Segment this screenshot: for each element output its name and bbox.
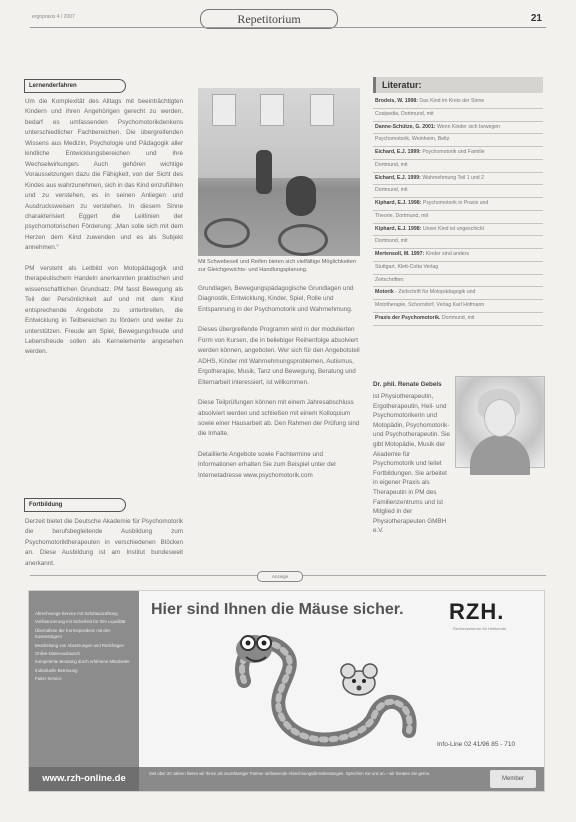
ad-side-item: Online-Datenaustausch	[35, 651, 80, 657]
rzh-logo: RZH.	[449, 599, 505, 624]
literature-list	[373, 96, 543, 326]
literature-entry: Kiphard, E.J. 1998: Unser Kind ist ungeschickt	[373, 224, 543, 237]
children-playing-photo	[198, 88, 360, 256]
photo-window	[212, 94, 236, 126]
column-2-text	[198, 284, 360, 481]
literature-entry: Eichard, E.J. 1999: Wahrnehmung Teil 1 und 2	[373, 173, 543, 186]
column-1-text	[25, 97, 183, 358]
ad-headline: Hier sind Ihnen die Mäuse sicher.	[151, 601, 404, 618]
ad-bottom-text: Seit über 20 Jahren bieten wir Ihnen als zuverlässiger Partner umfassende Abrechnungsdienstleistungen. Sprechen Sie uns an – wir beraten Sie gerne.	[149, 771, 431, 776]
section-title: Repetitorium	[200, 9, 338, 29]
ad-side-item: Abrechnungs-Service mit Sofortauszahlung	[35, 611, 118, 616]
literature-entry: Stuttgart, Klett-Cotta Verlag	[373, 262, 543, 275]
column-1-paragraph: Um die Komplexität des Alltags mit beeinträchtigten Kindern und ihren Angehörigen gerecht zu werden, bedarf es umfassenden Psychomotorikdenkens unterschiedlicher Fachbereichen. Die übergreifenden Wissens aus Medizin, Psychologie und Pädagogik aller kindliche Entwicklungsbereichen und ihre Wechselwirkungen. Auch gehören wichtige Voraussetzungen dazu die Fähigkeit, von der Sicht des Kindes aus wahrzunehmen, sich in das Kind einzufühlen und zu verstehen, es in seinen Anliegen und Ausdrucksweisen zu verstehen. In diesem Sinne charakterisiert Eggert die Leitlinien der psychomotorischen Förderung: „Man solle sich mit dem Herzen dem Kind zuwenden und es als Subjekt annehmen.“	[25, 98, 183, 252]
header-divider	[30, 27, 546, 28]
ad-bottom-bar	[139, 767, 544, 791]
photo-hoop	[204, 218, 250, 248]
ad-website-link[interactable]: www.rzh-online.de	[29, 767, 139, 791]
photo-window	[260, 94, 284, 126]
portrait-body	[470, 435, 530, 475]
ad-side-item: Individuelle Betreuung	[35, 667, 78, 673]
literature-entry: Dortmund, mit	[373, 160, 543, 173]
portrait-face	[484, 399, 516, 437]
literature-entry: Praxis der Psychomotorik. Dortmund, mit	[373, 313, 543, 326]
section-label-training: Fortbildung	[24, 498, 126, 512]
snake-and-mouse-illustration	[224, 621, 434, 761]
literature-entry: Motorik - Zeitschrift für Motopädagogik und	[373, 287, 543, 300]
literature-entry: Dortmund, mit	[373, 236, 543, 249]
literature-heading: Literatur:	[373, 77, 543, 93]
photo-child	[286, 176, 316, 216]
ad-side-item: Kompetente Beratung durch erfahrene Mitarbeiter	[35, 659, 130, 665]
photo-child	[256, 150, 272, 194]
photo-caption: Mit Schwebeseil und Reifen bieten sich vielfältige Möglichkeiten zur Gleichgewichts- und Handlungsplanung.	[198, 259, 356, 273]
column-2-paragraph: Detaillierte Angebote sowie Fachtermine und Informationen erhalten Sie zum Beispiel unter der Internetadresse www.psychomotorik.com	[198, 450, 337, 479]
photo-window	[310, 94, 334, 126]
literature-entry: Brodeis, W. 1998: Das Kind im Kreis der Sinne	[373, 96, 543, 109]
page-number: 21	[530, 13, 542, 24]
literature-entry: Zeitschriften:	[373, 275, 543, 288]
column-1-paragraph: PM versteht als Leitbild von Motopädagogik und therapeutischem Handeln anerkannten praktischen und wissenschaftlichen Grundsatz. PM fasst Bewegung als Teil der Persönlichkeit auf und mit dem Kind entsprechende Angebote zu unterbreiten, die Entwicklung in Teilbereichen zu fördern und weiter zu unterstützen. Freude am Spiel, Bewegungsfreude und Lebensfreude sollen als Kernelemente angesehen werden.	[25, 264, 183, 356]
column-2-paragraph: Dieses übergreifende Programm wird in der modulierten Form von Kursen, die in beliebiger Reihenfolge absolviert werden können, angeboten. Wer sich für den Angebotsteil ADHS, Kinder mit Wahrnehmungsproblemen, Autismus, Ergotherapie, Musik, Tanz und Bewegung, Beratung und Elternarbeit interessiert, ist willkommen.	[198, 326, 360, 386]
ad-side-item: Vorfinanzierung mit Sicherheit für Ihre Liquidität	[35, 619, 126, 625]
membership-badge: Member	[490, 770, 536, 788]
column-1-paragraph: Derzeit bietet die Deutsche Akademie für Psychomotorik die berufsbegleitende Ausbildung zum Psychomotoriktherapeuten in verschiedenen Blöcken an. Diese Ausbildung ist am Institut bundesweit anerkannt.	[25, 518, 183, 567]
literature-entry: Eichard, E.J. 1999: Psychomotorik und Familie	[373, 147, 543, 160]
author-name: Dr. phil. Renate Gebels	[373, 381, 442, 388]
literature-entry: Danne-Schütze, G. 2001: Wenn Kinder sich bewegen	[373, 122, 543, 135]
literature-entry: Kiphard, E.J. 1998: Psychomotorik in Praxis und	[373, 198, 543, 211]
literature-entry: Mototherapie, Schorndorf, Verlag Karl Hofmann	[373, 300, 543, 313]
rzh-logo-subtitle: Rechenzentrum für Heilberufe	[453, 626, 507, 631]
column-2-paragraph: Diese Teilprüfungen können mit einem Jahresabschluss absolviert werden und schließen mit einem Kolloquium sowie einer Hausarbeit ab. Den Rahmen der Prüfung sind die Inhalte.	[198, 399, 360, 438]
author-portrait	[455, 376, 545, 468]
ad-side-item: Bearbeitung von Absetzungen und Rückfragen	[35, 642, 124, 648]
ad-badge: Anzeige	[257, 571, 303, 582]
literature-entry: Mertensoll, M. 1997: Kinder sind anders	[373, 249, 543, 262]
ad-side-panel	[29, 591, 139, 767]
ad-info-line: Info-Line 02 41/96 85 - 710	[437, 741, 516, 748]
literature-entry: Cosipedia, Dortmund, mit	[373, 109, 543, 122]
ad-side-item: Übernahme der Korrespondenz mit den Kostenträgern	[35, 627, 111, 640]
author-bio-top	[373, 380, 451, 390]
rzh-advertisement[interactable]	[28, 590, 545, 792]
literature-entry: Theorie, Dortmund, mit	[373, 211, 543, 224]
column-2-paragraph: Grundlagen, Bewegungspädagogische Grundlagen und Diagnostik, Entwicklung, Kinder, Spiel, Rolle und Entspannung in der Psychomotorik und Wahrnehmung.	[198, 285, 354, 313]
issue-label: ergopraxis 4 / 2007	[32, 14, 75, 20]
section-label-learning: Lernenderfahren	[24, 79, 126, 93]
literature-entry: Psychomotorik, Weinheim, Beltz	[373, 134, 543, 147]
column-1-text-training	[25, 517, 183, 569]
ad-side-item: Fairer Service	[35, 676, 62, 682]
literature-entry: Dortmund, mit	[373, 185, 543, 198]
author-bio-text: ist Physiotherapeutin, Ergotherapeutin, Heil- und Psychomotorikerin und Motopädin, Psychomotorik- und Psychotherapeutin. Sie gibt Motopädie, Musik der Akademie für Psychomotorik und leitet Fortbildungen. Sie arbeitet in eigener Praxis als Therapeutin in PM des Familienzentrums und ist Mitglied in der Physiotherapeuten GMBH e.V.	[373, 393, 451, 535]
photo-hoop	[278, 224, 328, 256]
author-bio	[373, 392, 451, 535]
